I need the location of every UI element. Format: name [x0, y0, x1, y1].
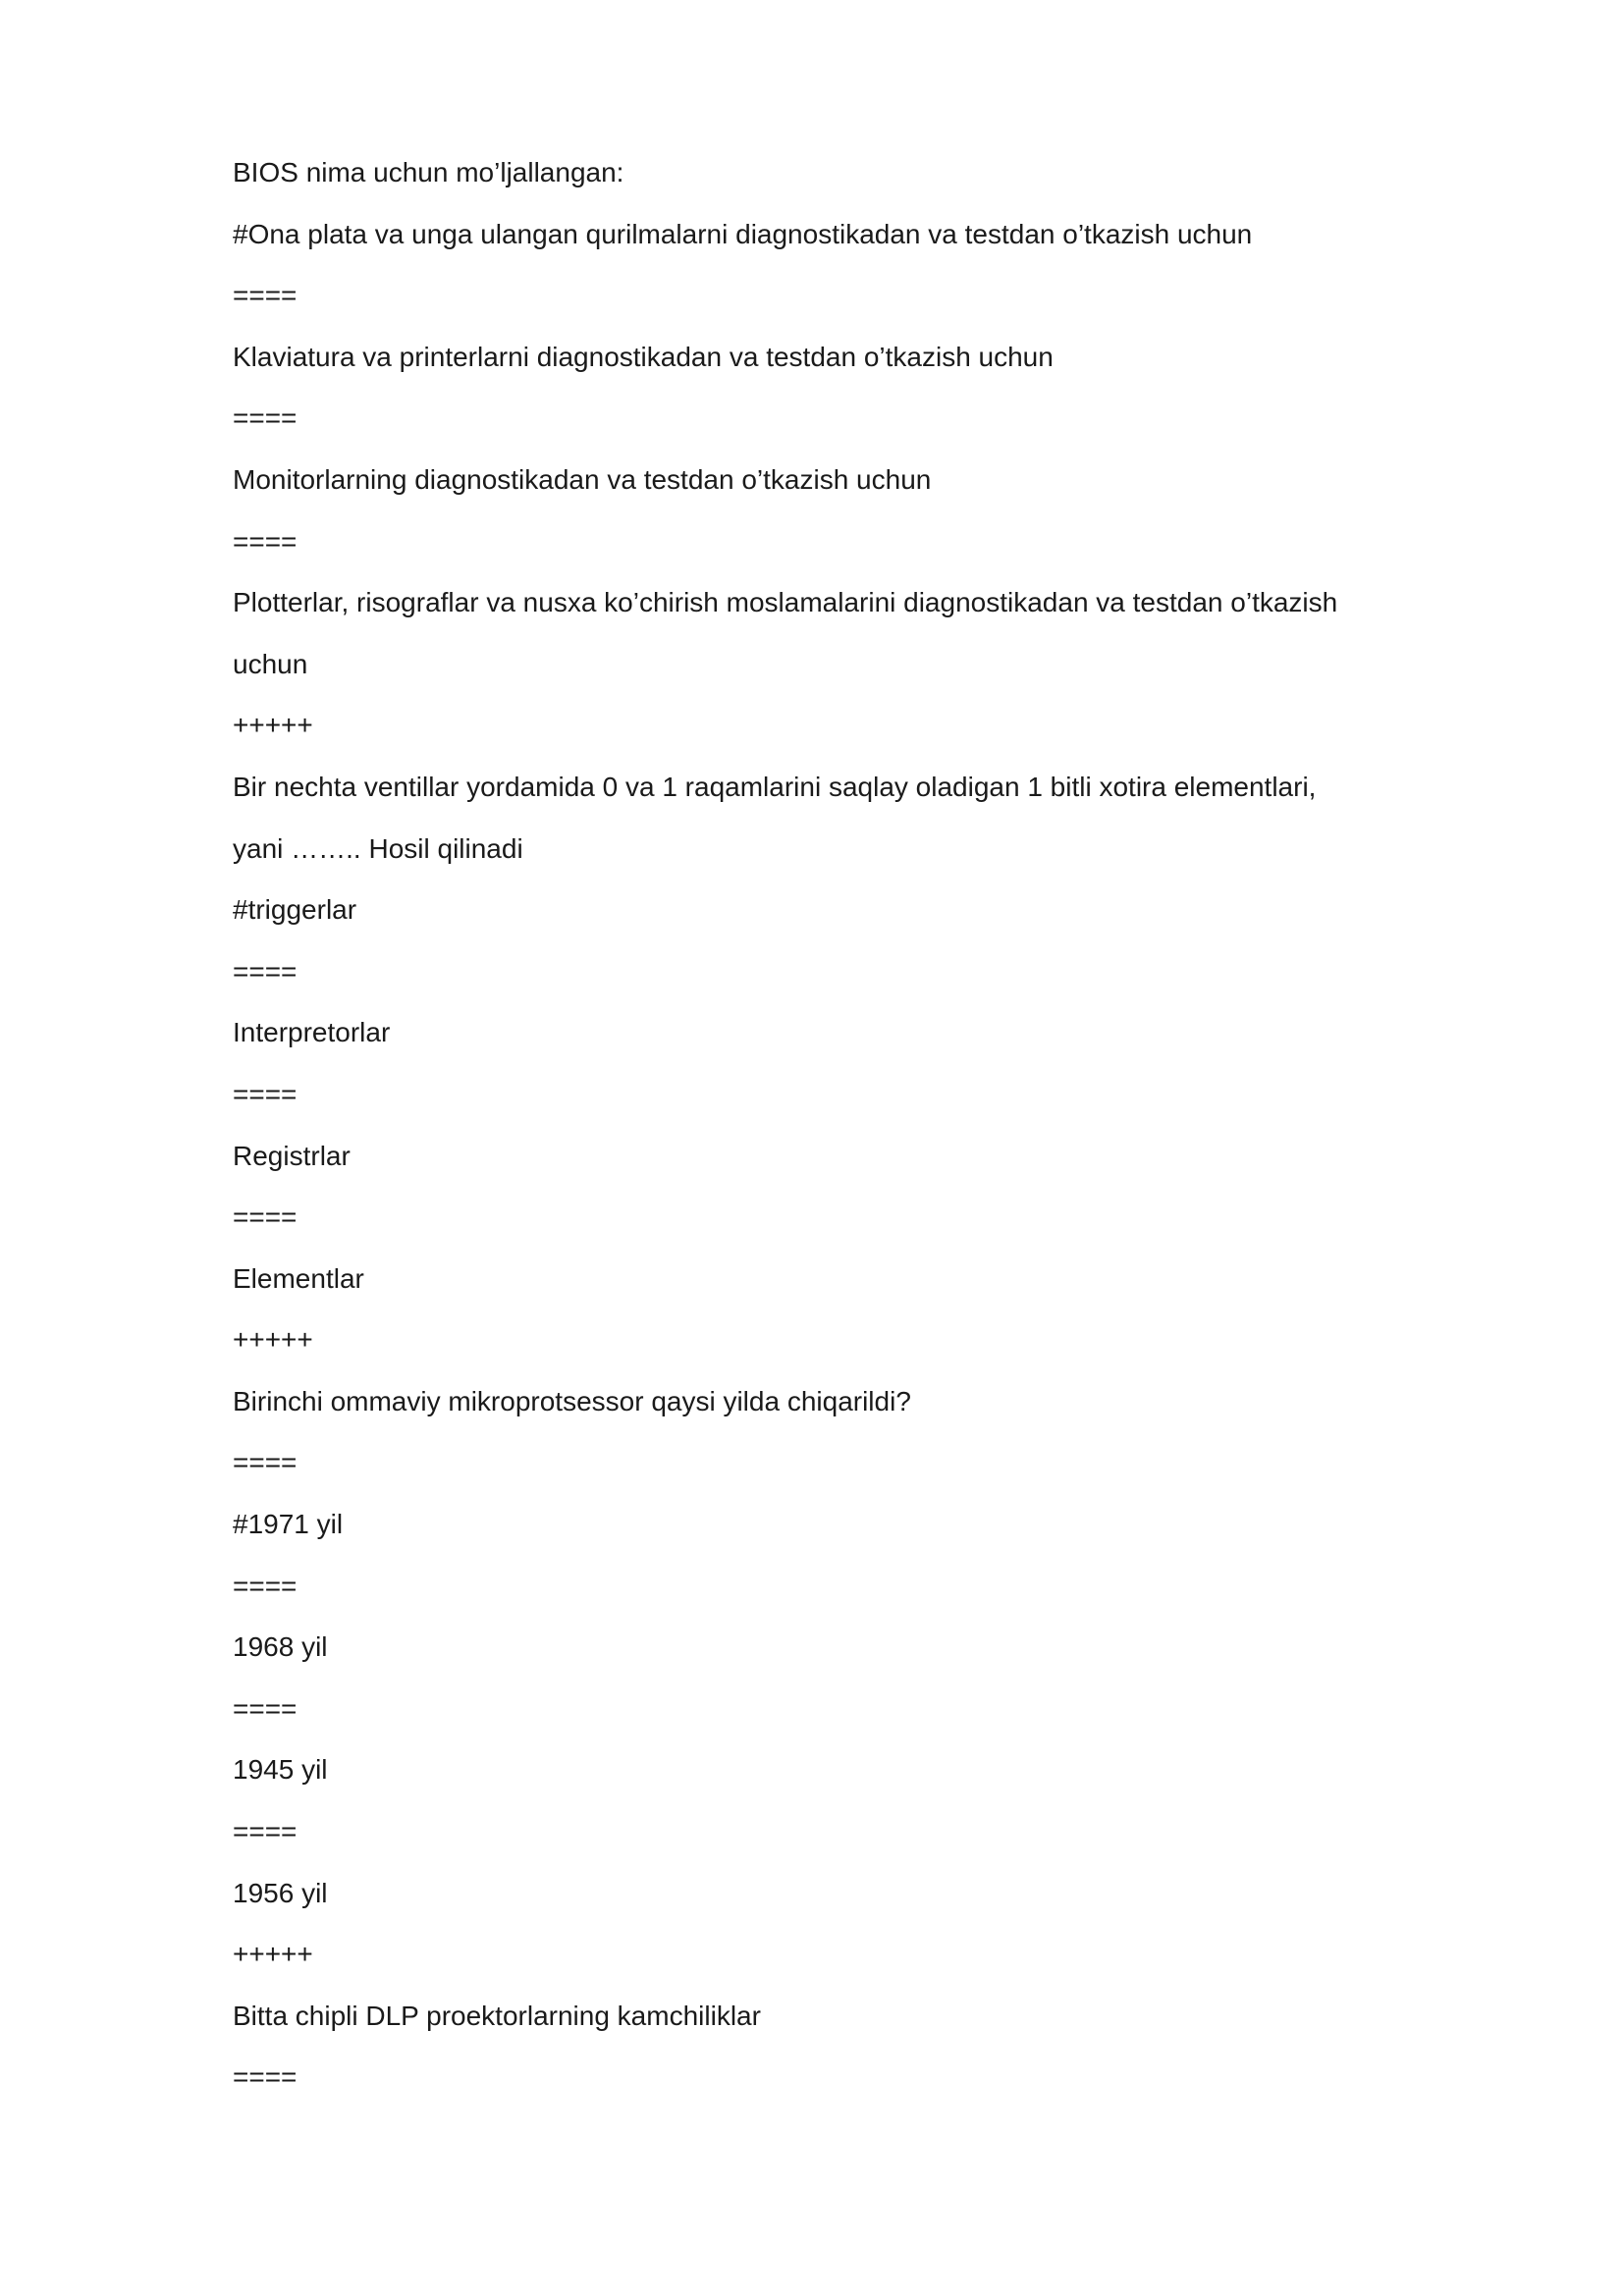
answer-option: Plotterlar, risograflar va nusxa ko’chirish moslamalarini diagnostikadan va testdan o’tkazish: [233, 587, 1338, 618]
answer-option: 1945 yil: [233, 1754, 328, 1786]
answer-option: 1968 yil: [233, 1631, 328, 1663]
question-text-continuation: yani …….. Hosil qilinadi: [233, 832, 523, 864]
answer-option: Elementlar: [233, 1262, 364, 1294]
option-separator: ====: [233, 1570, 298, 1601]
correct-answer-option: #triggerlar: [233, 894, 357, 926]
answer-option: Klaviatura va printerlarni diagnostikadan va testdan o’tkazish uchun: [233, 341, 1054, 372]
question-text: BIOS nima uchun mo’ljallangan:: [233, 157, 624, 187]
option-separator: ====: [233, 1692, 298, 1724]
answer-option: 1956 yil: [233, 1877, 328, 1908]
option-separator: ====: [233, 1078, 298, 1109]
answer-option: Monitorlarning diagnostikadan va testdan o’tkazish uchun: [233, 463, 932, 495]
answer-option-continuation: uchun: [233, 648, 308, 679]
option-separator: ====: [233, 955, 298, 987]
option-separator: ====: [233, 525, 298, 557]
question-text: Bitta chipli DLP proektorlarning kamchiliklar: [233, 2000, 761, 2031]
question-separator: +++++: [233, 1939, 313, 1970]
option-separator: ====: [233, 1447, 298, 1478]
document-body: [233, 149, 1411, 2115]
option-separator: ====: [233, 2061, 298, 2093]
answer-option: Registrlar: [233, 1140, 351, 1171]
correct-answer-option: #1971 yil: [233, 1509, 344, 1540]
option-separator: ====: [233, 1201, 298, 1233]
correct-answer-option: #Ona plata va unga ulangan qurilmalarni diagnostikadan va testdan o’tkazish uchun: [233, 218, 1253, 249]
question-separator: +++++: [233, 710, 313, 741]
question-text: Bir nechta ventillar yordamida 0 va 1 raqamlarini saqlay oladigan 1 bitli xotira elementlari,: [233, 771, 1317, 802]
answer-option: Interpretorlar: [233, 1017, 391, 1048]
option-separator: ====: [233, 402, 298, 434]
question-separator: +++++: [233, 1324, 313, 1356]
question-text: Birinchi ommaviy mikroprotsessor qaysi yilda chiqarildi?: [233, 1385, 911, 1416]
option-separator: ====: [233, 280, 298, 311]
option-separator: ====: [233, 1816, 298, 1847]
